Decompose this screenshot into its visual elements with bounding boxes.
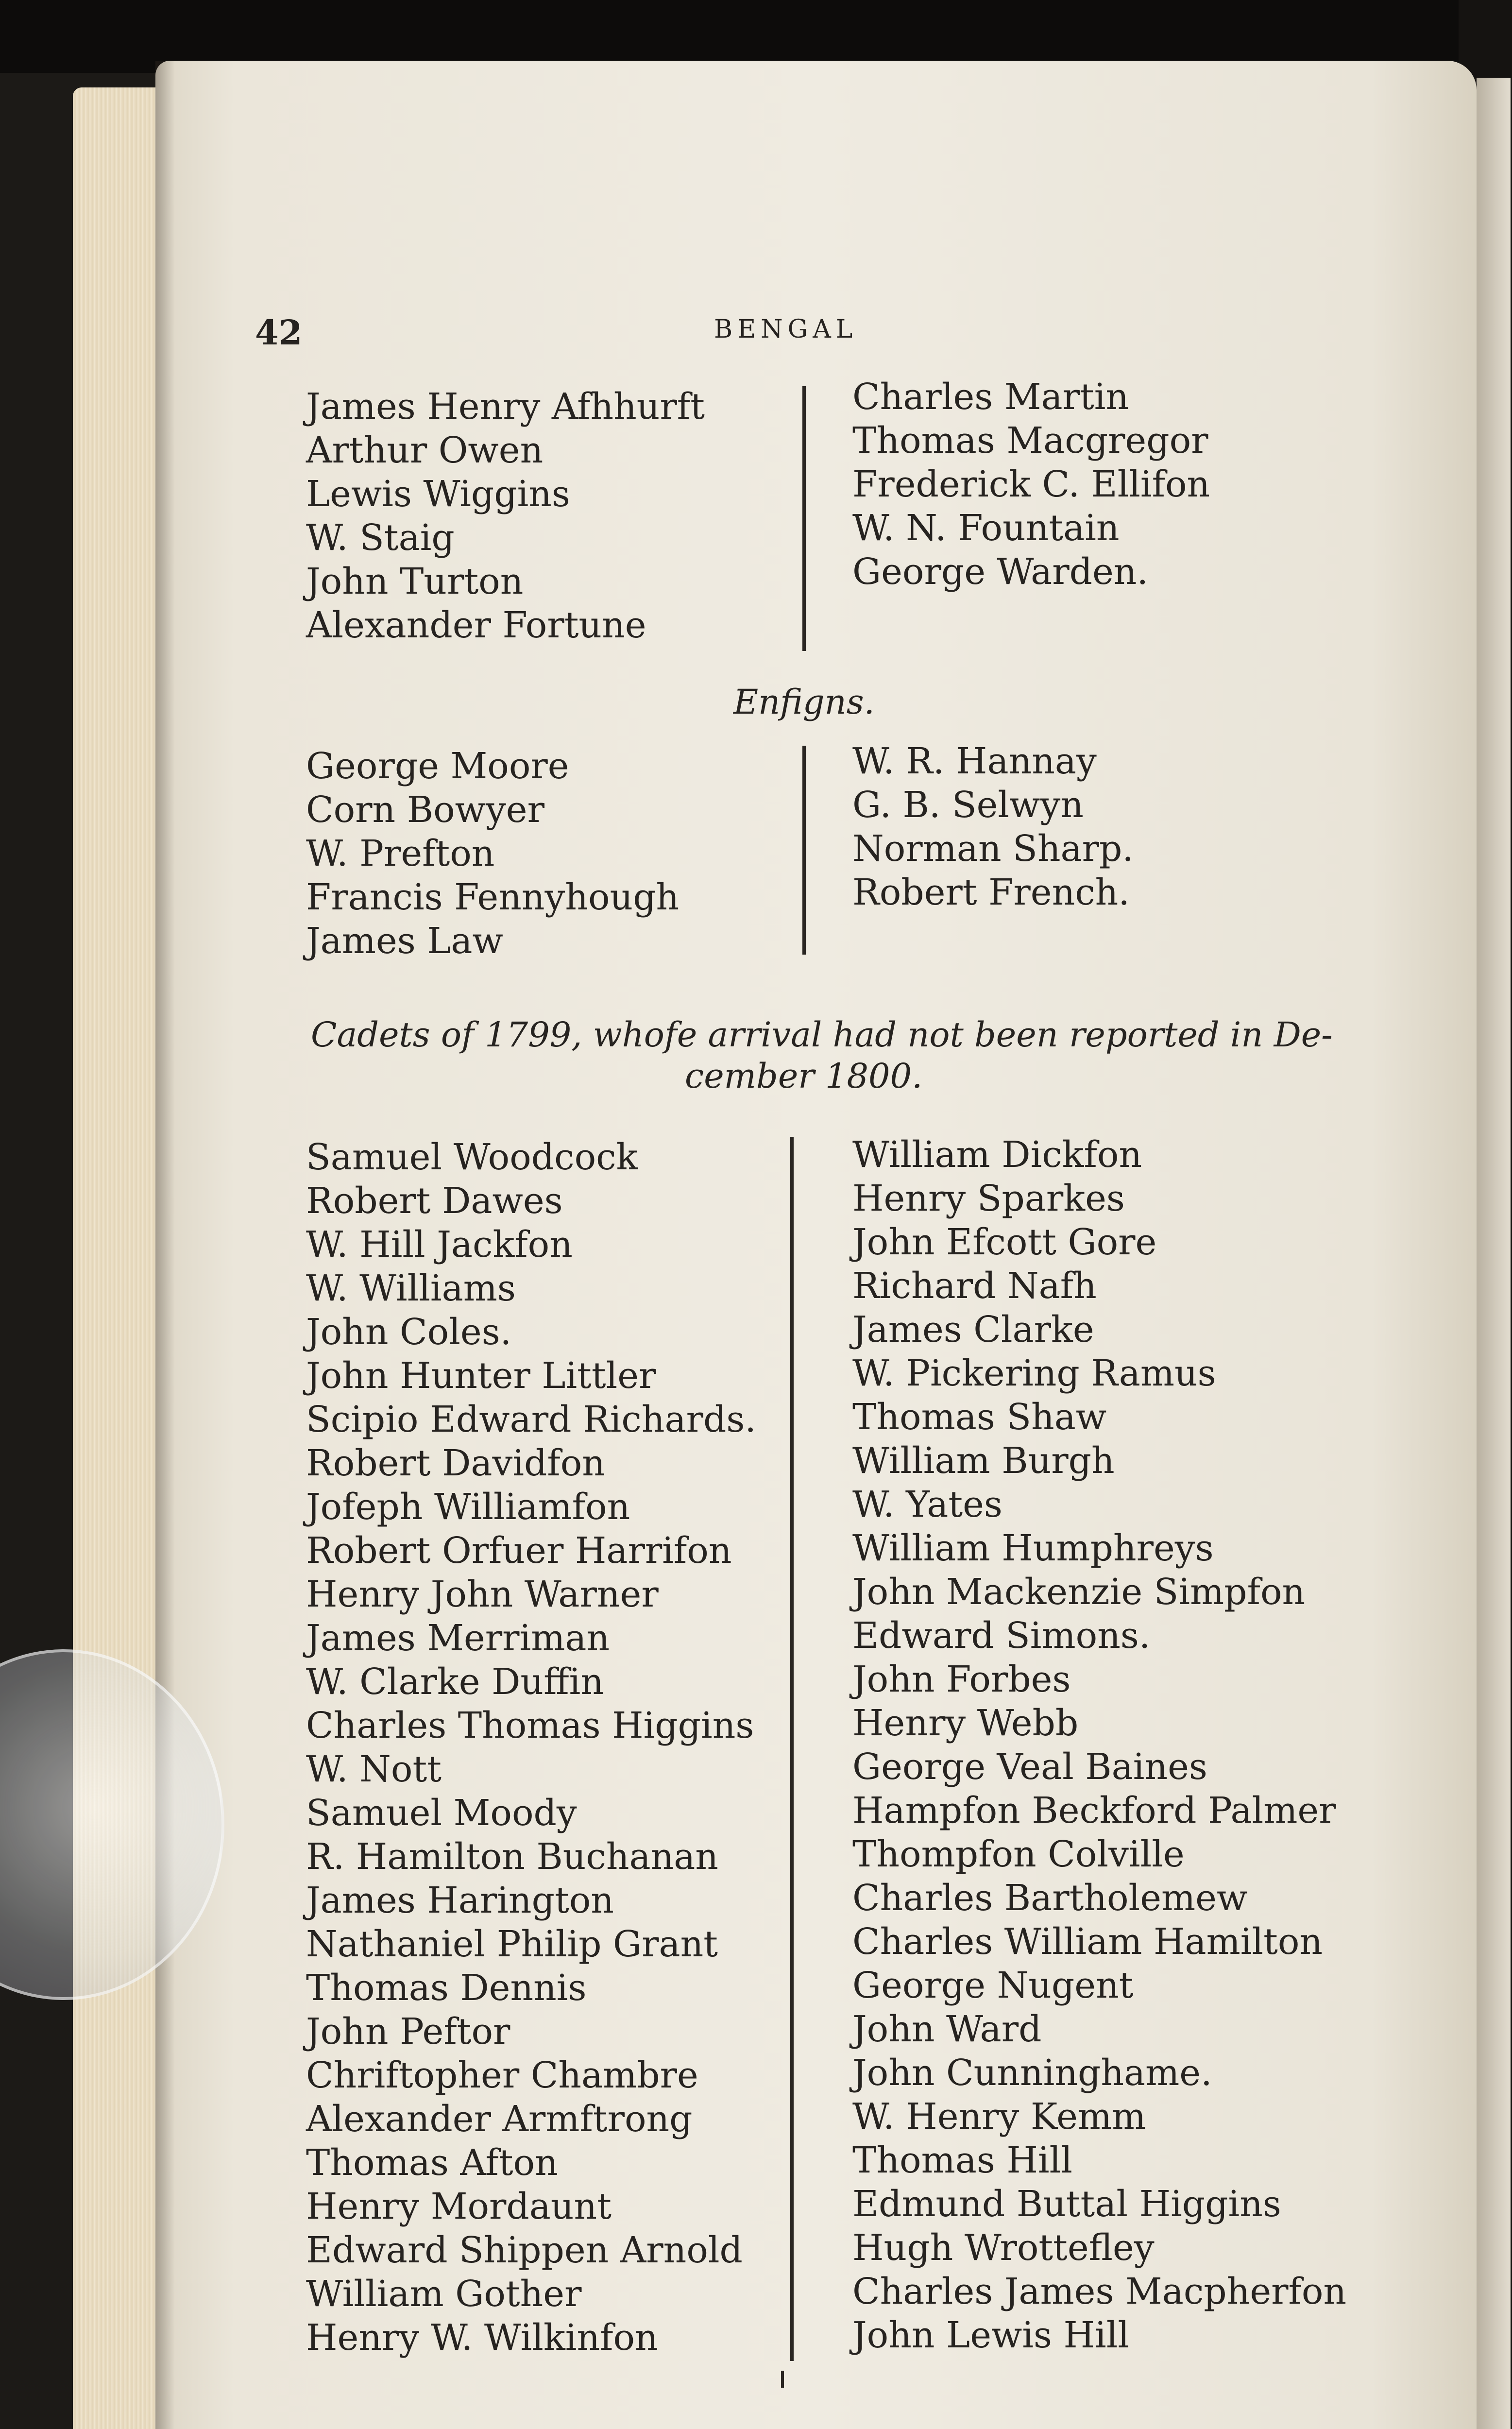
name-entry: Alexander Armftrong	[306, 2098, 693, 2140]
name-entry: Edward Simons.	[852, 1615, 1151, 1657]
name-entry: William Burgh	[852, 1440, 1115, 1482]
name-entry: Frederick C. Ellifon	[852, 463, 1210, 505]
name-entry: George Moore	[306, 745, 569, 787]
name-entry: John Hunter Littler	[306, 1355, 656, 1397]
column-divider	[802, 386, 806, 651]
name-entry: Charles James Macpherfon	[852, 2271, 1347, 2312]
name-entry: James Law	[306, 920, 503, 962]
name-entry: Edward Shippen Arnold	[306, 2229, 743, 2271]
name-entry: John Cunninghame.	[852, 2052, 1212, 2094]
name-entry: Charles Martin	[852, 376, 1129, 418]
name-entry: Henry John Warner	[306, 1574, 659, 1615]
name-entry: Henry Sparkes	[852, 1178, 1125, 1219]
name-entry: W. Hill Jackfon	[306, 1224, 573, 1266]
name-entry: Norman Sharp.	[852, 828, 1134, 870]
name-entry: Nathaniel Philip Grant	[306, 1923, 718, 1965]
name-entry: Thomas Hill	[852, 2139, 1072, 2181]
name-entry: Jofeph Williamfon	[306, 1486, 630, 1528]
name-entry: John Efcott Gore	[852, 1221, 1157, 1263]
cadets-heading-line1: Cadets of 1799, whofe arrival had not been reported in De-	[311, 1015, 1333, 1055]
name-entry: John Peftor	[306, 2011, 510, 2053]
cadets-heading-line2: cember 1800.	[685, 1056, 923, 1096]
name-entry: James Merriman	[306, 1617, 610, 1659]
name-entry: John Turton	[306, 561, 524, 602]
name-entry: Scipio Edward Richards.	[306, 1399, 756, 1440]
name-entry: W. R. Hannay	[852, 740, 1097, 782]
column-divider	[790, 1137, 794, 2361]
name-entry: G. B. Selwyn	[852, 784, 1084, 826]
name-entry: Francis Fennyhough	[306, 876, 680, 918]
name-entry: Robert Orfuer Harrifon	[306, 1530, 732, 1572]
name-entry: Edmund Buttal Higgins	[852, 2183, 1281, 2225]
name-entry: Henry W. Wilkinfon	[306, 2317, 658, 2359]
name-entry: George Veal Baines	[852, 1746, 1207, 1788]
name-entry: James Harington	[306, 1880, 614, 1921]
name-entry: Thomas Shaw	[852, 1396, 1107, 1438]
name-entry: James Henry Afhhurft	[306, 386, 705, 428]
name-entry: Alexander Fortune	[306, 604, 646, 646]
name-entry: W. Clarke Duffin	[306, 1661, 604, 1703]
name-entry: John Coles.	[306, 1311, 512, 1353]
facing-page-edge	[1477, 78, 1511, 2429]
name-entry: John Forbes	[852, 1659, 1071, 1700]
name-entry: Thompfon Colville	[852, 1833, 1185, 1875]
name-entry: Charles William Hamilton	[852, 1921, 1323, 1963]
name-entry: George Nugent	[852, 1965, 1134, 2006]
name-entry: Thomas Afton	[306, 2142, 558, 2184]
name-entry: Robert French.	[852, 872, 1130, 913]
name-entry: Samuel Woodcock	[306, 1136, 638, 1178]
name-entry: Charles Bartholemew	[852, 1877, 1248, 1919]
name-entry: W. Staig	[306, 517, 455, 559]
name-entry: Corn Bowyer	[306, 789, 544, 831]
name-entry: John Mackenzie Simpfon	[852, 1571, 1306, 1613]
name-entry: John Ward	[852, 2008, 1042, 2050]
name-entry: Thomas Dennis	[306, 1967, 587, 2009]
name-entry: W. N. Fountain	[852, 507, 1120, 549]
name-entry: W. Prefton	[306, 833, 495, 874]
name-entry: Robert Davidfon	[306, 1442, 605, 1484]
column-divider	[802, 746, 806, 955]
name-entry: James Clarke	[852, 1309, 1094, 1351]
name-entry: W. Nott	[306, 1748, 442, 1790]
name-entry: Henry Mordaunt	[306, 2186, 612, 2227]
name-entry: Hampfon Beckford Palmer	[852, 1790, 1336, 1831]
name-entry: Chriftopher Chambre	[306, 2054, 698, 2096]
spine-shadow	[155, 61, 175, 2429]
name-entry: W. Pickering Ramus	[852, 1352, 1216, 1394]
name-entry: George Warden.	[852, 551, 1148, 593]
name-entry: W. Williams	[306, 1267, 516, 1309]
name-entry: Robert Dawes	[306, 1180, 563, 1222]
running-head: BENGAL	[714, 315, 858, 344]
name-entry: Arthur Owen	[306, 429, 544, 471]
name-entry: William Dickfon	[852, 1134, 1142, 1176]
divider-end-mark	[781, 2371, 784, 2388]
name-entry: R. Hamilton Buchanan	[306, 1836, 719, 1878]
name-entry: Henry Webb	[852, 1702, 1079, 1744]
name-entry: Hugh Wrottefley	[852, 2227, 1155, 2269]
name-entry: Samuel Moody	[306, 1792, 577, 1834]
name-entry: Charles Thomas Higgins	[306, 1705, 754, 1746]
name-entry: Richard Nafh	[852, 1265, 1097, 1307]
name-entry: John Lewis Hill	[852, 2314, 1130, 2356]
ensigns-heading: Enfigns.	[733, 682, 875, 722]
page-number: 42	[255, 312, 303, 353]
name-entry: Lewis Wiggins	[306, 473, 570, 515]
name-entry: Thomas Macgregor	[852, 420, 1208, 462]
name-entry: William Gother	[306, 2273, 582, 2315]
name-entry: W. Yates	[852, 1484, 1002, 1525]
name-entry: William Humphreys	[852, 1527, 1214, 1569]
name-entry: W. Henry Kemm	[852, 2096, 1146, 2138]
